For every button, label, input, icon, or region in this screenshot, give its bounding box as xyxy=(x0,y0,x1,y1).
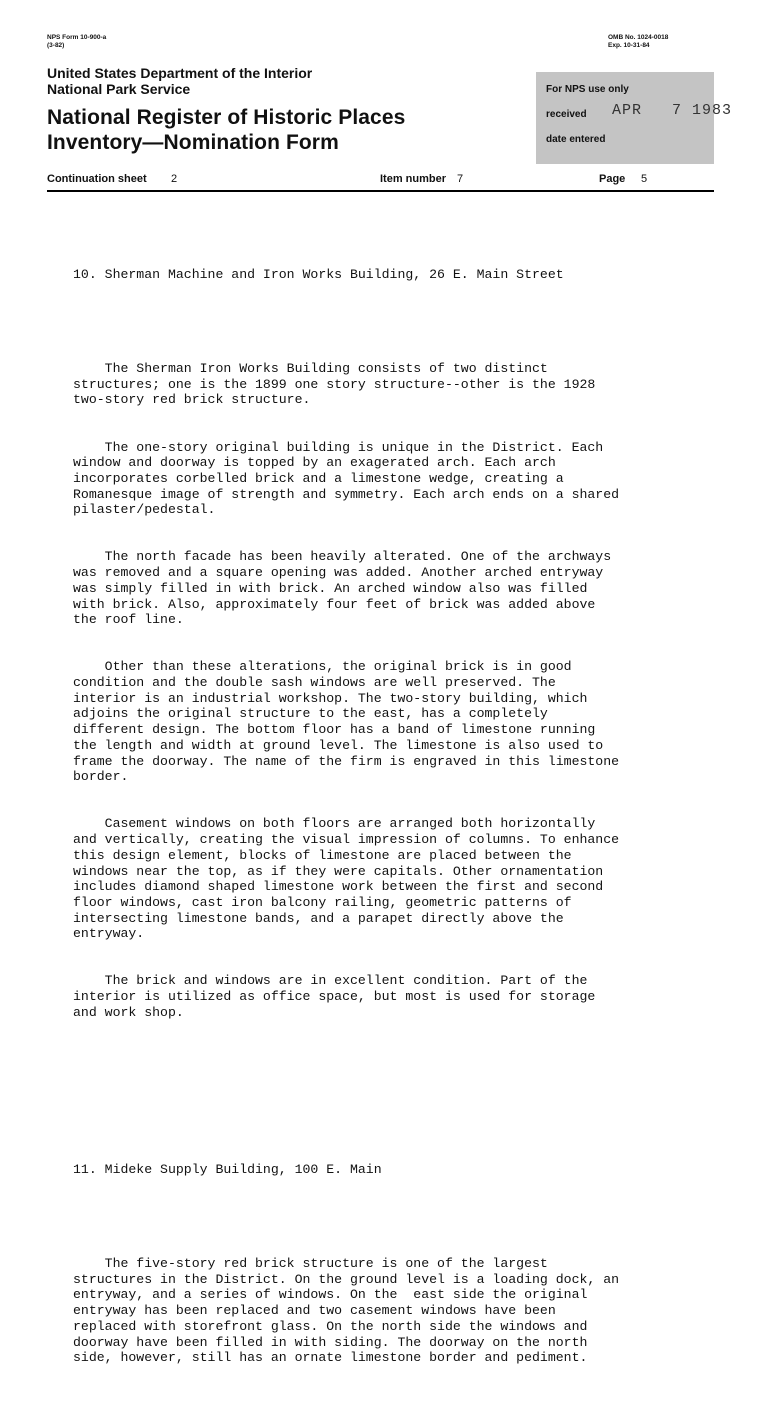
paragraph: Casement windows on both floors are arranged both horizontally and vertically, creating the visual impression of columns. To enhance this design element, blocks of limestone are placed between the windows near the top, as if they were capitals. Other ornamentation includes diamond shaped limestone work between the first and second floor windows, cast iron balcony railing, geometric patterns of intersecting limestone bands, and a parapet directly above the entryway. xyxy=(73,816,620,942)
spacer xyxy=(73,1209,703,1225)
omb-block xyxy=(608,34,668,50)
paragraph: Other than these alterations, the original brick is in good condition and the double sash windows are well preserved. The interior is an industrial workshop. The two-story building, which adjoins the original structure to the east, has a completely different design. The bottom floor has a band of limestone running the length and width at ground level. The limestone is also used to frame the doorway. The name of the firm is engraved in this limestone border. xyxy=(73,659,620,785)
omb-expiry: Exp. 10-31-84 xyxy=(608,42,650,49)
section-sherman xyxy=(73,235,703,1052)
paragraph: The five-story red brick structure is one of the largest structures in the District. On the ground level is a loading dock, an entryway, and a series of windows. On the east side the original entryway has been replaced and two casement windows have been replaced with storefront glass. On the north side the windows and doorway have been filled in with siding. The doorway on the north side, however, still has an ornate limestone border and pediment. xyxy=(73,1256,620,1366)
service-name: National Park Service xyxy=(47,81,191,97)
date-entered-label: date entered xyxy=(546,134,606,145)
section-heading: 11. Mideke Supply Building, 100 E. Main xyxy=(73,1161,382,1177)
omb-number: OMB No. 1024-0018 xyxy=(608,34,669,41)
paragraph: The brick and windows are in excellent condition. Part of the interior is utilized as office space, but most is used for storage and work shop. xyxy=(73,973,596,1020)
page-value: 5 xyxy=(641,173,648,185)
paragraph: The Sherman Iron Works Building consists of two distinct structures; one is the 1899 one story structure--other is the 1928 two-story red brick structure. xyxy=(73,361,596,408)
form-title-line2: Inventory—Nomination Form xyxy=(47,131,339,154)
continuation-sheet-value: 2 xyxy=(171,173,178,185)
department-name: United States Department of the Interior xyxy=(47,65,313,81)
section-heading: 10. Sherman Machine and Iron Works Building, 26 E. Main Street xyxy=(73,266,564,282)
page-label: Page xyxy=(599,173,626,185)
form-title-line1: National Register of Historic Places xyxy=(47,106,406,129)
section-mideke xyxy=(73,1130,703,1397)
spacer xyxy=(73,1083,703,1099)
item-number-label: Item number xyxy=(380,173,447,185)
received-label: received xyxy=(546,109,587,120)
paragraph: The north facade has been heavily alterated. One of the archways was removed and a square opening was added. Another arched entryway was simply filled in with brick. An arched window also was filled with brick. Also, approximately four feet of brick was added above the roof line. xyxy=(73,549,612,628)
form-number-block xyxy=(47,34,106,50)
sheet-info-row xyxy=(47,173,714,189)
spacer xyxy=(73,314,703,330)
paragraph: The one-story original building is unique in the District. Each window and doorway is topped by an exagerated arch. Each arch incorporates corbelled brick and a limestone wedge, creating a Romanesque image of strength and symmetry. Each arch ends on a shared pilaster/pedestal. xyxy=(73,439,620,518)
nomination-body xyxy=(73,204,703,1413)
nps-use-label: For NPS use only xyxy=(546,84,629,95)
form-number: NPS Form 10-900-a xyxy=(47,34,107,41)
received-date-stamp: APR 7 1983 xyxy=(612,102,733,119)
item-number-value: 7 xyxy=(457,173,464,185)
continuation-sheet-label: Continuation sheet xyxy=(47,173,147,185)
agency-block xyxy=(47,65,312,97)
form-title xyxy=(47,105,405,155)
header-rule xyxy=(47,190,714,192)
nps-use-box xyxy=(536,72,733,164)
form-revision: (3-82) xyxy=(47,42,65,49)
